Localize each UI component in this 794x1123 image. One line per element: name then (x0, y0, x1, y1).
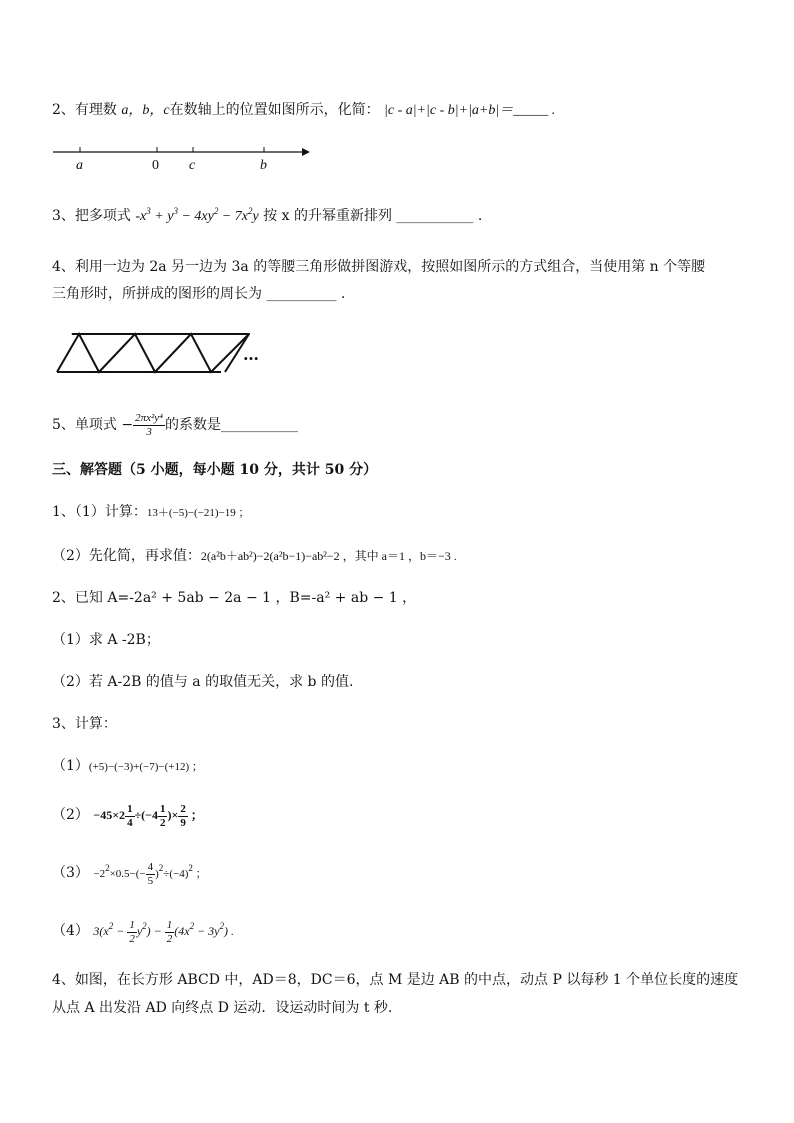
problem-2-part-1: （1）求 A -2B； (52, 632, 160, 648)
q5-suffix: 的系数是___________ (165, 417, 299, 433)
problem-2-stem: 2、已知 A=-2a² + 5ab − 2a − 1 ，B=-a² + ab − 1 ， (52, 590, 417, 606)
q3-prefix: 3、把多项式 (52, 208, 131, 224)
q3-polynomial: $-x^3 + y^3 - 4xy^2 - 7x^2y$ (135, 206, 259, 224)
p1-a-label: 1、（1）计算： (52, 504, 147, 520)
question-5: 5、单项式 − $\frac{\text{2πx²y⁴}}{3}$ 的系数是___________ (52, 411, 299, 438)
q3-after: 按 x 的升幂重新排列 ___________ . (263, 208, 483, 224)
problem-1-part-2 (52, 546, 457, 566)
p1-b-label: （2）先化简，再求值： (52, 548, 201, 564)
question-2 (52, 100, 555, 121)
axis-label-c: c (189, 158, 196, 173)
q2-vars: a，b，c (121, 103, 170, 118)
p3-q3-expression: $-2^2\times 0.5-(-$ $\frac{4}{5}$ )$^2\div(-4)^2$ ； (93, 860, 207, 887)
axis-label-a: a (76, 158, 83, 173)
q2-expression: |c - a|+|c - b|+|a+b|＝_____ . (384, 103, 556, 118)
axis-label-0: 0 (152, 158, 159, 173)
p3-q1-label: （1） (52, 758, 89, 774)
number-line-arrow (302, 148, 310, 156)
triangle-chain-figure (55, 332, 255, 377)
problem-3-part-4 (52, 916, 234, 946)
problem-4-line-1: 4、如图，在长方形 ABCD 中，AD＝8，DC＝6，点 M 是边 AB 的中点，动点 P 以每秒 1 个单位长度的速度 (52, 972, 739, 988)
p3-q4-label: （4） (52, 923, 89, 939)
p3-q1-expression: (+5)−(−3)+(−7)−(+12) ； (88, 761, 203, 773)
q5-prefix: 5、单项式 (52, 417, 117, 433)
problem-3-part-3 (52, 858, 207, 889)
p1-a-expression: 13＋(−5)−(−21)−19 ； (146, 507, 250, 519)
p3-q2-label: （2） (52, 807, 89, 823)
problem-3-part-1 (52, 756, 203, 777)
problem-2-part-2: （2）若 A-2B 的值与 a 的取值无关，求 b 的值. (52, 674, 354, 690)
p3-q2-expression: −45×2 $\frac{1}{4}$ ÷(−4 $\frac{1}{2}$ )× $\frac{2}{9}$ ； (93, 802, 203, 829)
q5-fraction (133, 413, 165, 438)
problem-3-part-2 (52, 800, 203, 830)
triangle-chain-dots: … (243, 345, 259, 364)
q2-prefix: 2、有理数 (52, 102, 122, 118)
number-line (50, 140, 315, 165)
p3-q4-expression: $3(x^2$ − $\frac{1}{2}$ $y^2$) − $\frac{1}{2}$ $(4x^2 - 3y^2)$ . (93, 918, 234, 945)
question-4-line-1: 4、利用一边为 2a 另一边为 3a 的等腰三角形做拼图游戏，按照如图所示的方式组合，当使用第 n 个等腰 (52, 259, 706, 275)
section-3-title: 三、解答题（5 小题，每小题 10 分，共计 50 分） (52, 462, 378, 478)
problem-1-part-1 (52, 502, 250, 523)
p3-q3-label: （3） (52, 865, 89, 881)
problem-4-line-2: 从点 A 出发沿 AD 向终点 D 运动．设运动时间为 t 秒. (52, 1000, 393, 1016)
q2-mid: 在数轴上的位置如图所示，化简： (169, 102, 380, 118)
q5-fraction-numerator: 2πx²y⁴ (135, 411, 164, 424)
q5-fraction-denominator: 3 (146, 425, 152, 438)
question-3 (52, 206, 482, 227)
triangle-chain-zigzag (57, 334, 249, 372)
question-4-line-2: 三角形时，所拼成的图形的周长为 __________ . (52, 286, 346, 302)
axis-label-b: b (260, 158, 267, 173)
problem-3-stem: 3、计算： (52, 716, 117, 732)
p1-b-expression: 2(a²b＋ab²)−2(a²b−1)−ab²−2 ，其中 a＝1 ，b＝−3 . (200, 549, 457, 563)
